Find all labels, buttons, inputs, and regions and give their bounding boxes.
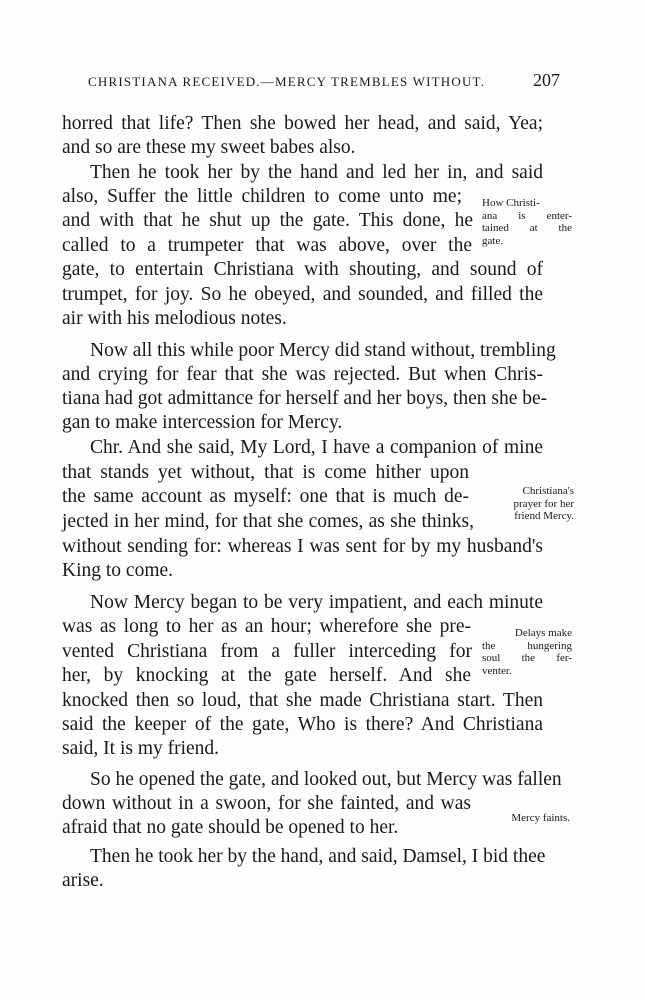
text-line: and with that he shut up the gate. This done, he bbox=[62, 210, 473, 231]
text-line: and crying for fear that she was rejected. But when Chris- bbox=[62, 364, 543, 385]
text-line: without sending for: whereas I was sent for by my husband's bbox=[62, 536, 543, 557]
text-line: that stands yet without, that is come hither upon bbox=[62, 462, 469, 483]
text-line: air with his melodious notes. bbox=[62, 308, 287, 329]
text-line: jected in her mind, for that she comes, as she thinks, bbox=[62, 511, 474, 532]
sidenote-line: friend Mercy. bbox=[514, 510, 574, 522]
sidenote bbox=[482, 627, 572, 677]
sidenote-line: ana is enter- bbox=[482, 209, 572, 222]
sidenote-line: the hungering bbox=[482, 639, 572, 652]
text-line: gate, to entertain Christiana with shouting, and sound of bbox=[62, 259, 543, 280]
text-line: was as long to her as an hour; wherefore she pre- bbox=[62, 616, 471, 637]
text-line: Now Mercy began to be very impatient, and each minute bbox=[90, 592, 543, 613]
sidenote-line: Delays make bbox=[514, 627, 572, 639]
text-line: called to a trumpeter that was above, over the bbox=[62, 235, 472, 256]
sidenote-line: prayer for her bbox=[513, 497, 574, 510]
text-line: tiana had got admittance for herself and her boys, then she be- bbox=[62, 388, 548, 409]
text-line: vented Christiana from a fuller interceding for bbox=[62, 641, 472, 662]
text-line: So he opened the gate, and looked out, but Mercy was fallen bbox=[90, 769, 562, 790]
text-line: Then he took her by the hand, and said, Damsel, I bid thee bbox=[90, 846, 546, 867]
running-title: CHRISTIANA RECEIVED.—MERCY TREMBLES WITHOUT. bbox=[88, 74, 486, 89]
sidenote-line: Mercy faints. bbox=[511, 812, 570, 824]
text-line: arise. bbox=[62, 870, 104, 891]
sidenote-line: Christiana's bbox=[522, 485, 574, 497]
text-line: gan to make intercession for Mercy. bbox=[62, 412, 343, 433]
text-line: said the keeper of the gate, Who is there? And Christiana bbox=[62, 714, 543, 735]
text-line: and so are these my sweet babes also. bbox=[62, 137, 356, 158]
sidenote bbox=[482, 197, 572, 247]
text-line: said, It is my friend. bbox=[62, 738, 220, 759]
text-line: knocked then so loud, that she made Christiana start. Then bbox=[62, 690, 543, 711]
sidenote-line: tained at the bbox=[482, 222, 572, 234]
text-line: Now all this while poor Mercy did stand without, trembling bbox=[90, 340, 556, 361]
text-line: the same account as myself: one that is much de- bbox=[62, 486, 469, 507]
text-line: trumpet, for joy. So he obeyed, and sounded, and filled the bbox=[62, 284, 543, 305]
sidenote-line: gate. bbox=[482, 234, 504, 247]
sidenote-line: soul the fer- bbox=[482, 652, 572, 664]
text-line: Chr. And she said, My Lord, I have a companion of mine bbox=[90, 437, 543, 458]
text-line: also, Suffer the little children to come unto me; bbox=[62, 186, 462, 207]
sidenote bbox=[480, 485, 574, 523]
page-number: 207 bbox=[533, 70, 560, 90]
text-line: afraid that no gate should be opened to her. bbox=[62, 817, 399, 838]
sidenote-line: venter. bbox=[482, 664, 512, 677]
text-line: horred that life? Then she bowed her head, and said, Yea; bbox=[62, 113, 543, 134]
sidenote-line: How Christi- bbox=[482, 197, 540, 209]
sidenote bbox=[482, 812, 570, 825]
text-line: her, by knocking at the gate herself. And she bbox=[62, 665, 471, 686]
text-line: Then he took her by the hand and led her in, and said bbox=[90, 162, 543, 183]
text-line: King to come. bbox=[62, 560, 174, 581]
text-line: down without in a swoon, for she fainted, and was bbox=[62, 793, 471, 814]
